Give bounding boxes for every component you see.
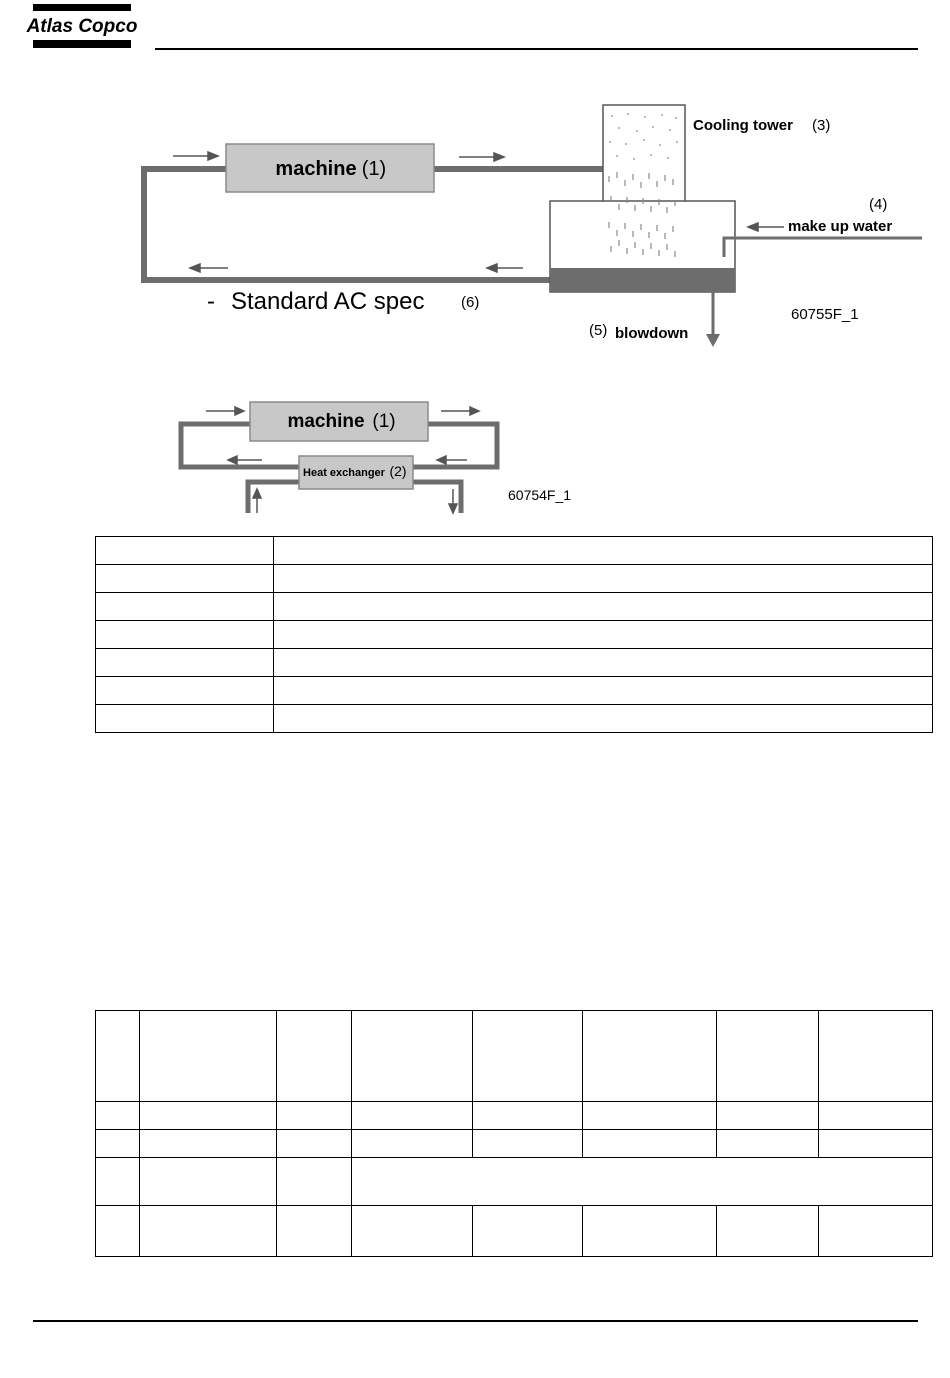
spec-number: (6) [461, 294, 480, 311]
table-cell [717, 1130, 819, 1158]
machine-number-small: (1) [372, 411, 396, 432]
header-cell [96, 1011, 140, 1102]
table-cell [277, 1102, 352, 1130]
header-cell [277, 1011, 352, 1102]
table-cell [473, 1130, 583, 1158]
table-cell [583, 1130, 717, 1158]
footer-rule [33, 1320, 918, 1322]
table-cell [717, 1102, 819, 1130]
makeup-water-pipe [724, 238, 922, 257]
table-merged-cell [352, 1158, 933, 1206]
table-cell [473, 1102, 583, 1130]
table-row [96, 1102, 933, 1130]
machine-label: machine [275, 158, 357, 180]
table-cell [277, 1130, 352, 1158]
cooling-tower-number: (3) [812, 117, 831, 134]
table-cell [352, 1206, 473, 1257]
table-row [96, 705, 933, 733]
table-cell [352, 1102, 473, 1130]
table-cell [352, 1130, 473, 1158]
blowdown-label: blowdown [615, 325, 689, 342]
table-row [96, 1130, 933, 1158]
header-cell [473, 1011, 583, 1102]
table-cell [274, 593, 933, 621]
header-rule [155, 48, 918, 50]
table-row [96, 1158, 933, 1206]
table-cell [140, 1102, 277, 1130]
atlas-copco-logo [26, 4, 138, 48]
blowdown-number: (5) [589, 322, 608, 339]
header-cell [140, 1011, 277, 1102]
makeup-water-number: (4) [869, 196, 888, 213]
header-cell [583, 1011, 717, 1102]
table-cell [274, 649, 933, 677]
table-cell [96, 537, 274, 565]
table-cell [274, 621, 933, 649]
table-cell [96, 565, 274, 593]
cooling-tower [603, 105, 685, 201]
table-cell [140, 1158, 277, 1206]
figure-code-60754: 60754F_1 [508, 487, 572, 503]
closed-circuit-diagram [0, 395, 950, 520]
table-cell [96, 1158, 140, 1206]
table-cell [96, 621, 274, 649]
figure-code-60755: 60755F_1 [791, 306, 859, 323]
table-cell [96, 705, 274, 733]
table-header-row [96, 1011, 933, 1102]
water-quality-table [95, 1010, 933, 1257]
water-spec-table [95, 536, 933, 733]
table-row [96, 537, 933, 565]
table-cell [819, 1130, 933, 1158]
table-cell [717, 1206, 819, 1257]
table-cell [140, 1130, 277, 1158]
table-cell [819, 1102, 933, 1130]
table-cell [96, 593, 274, 621]
header-cell [352, 1011, 473, 1102]
table-cell [473, 1206, 583, 1257]
makeup-water-label: make up water [788, 218, 893, 235]
table-cell [583, 1102, 717, 1130]
cooling-tower-label: Cooling tower [693, 117, 793, 134]
table-cell [96, 649, 274, 677]
table-row [96, 593, 933, 621]
spec-label: Standard AC spec [231, 288, 425, 315]
table-row [96, 621, 933, 649]
table-row [96, 565, 933, 593]
table-cell [819, 1206, 933, 1257]
header-cell [717, 1011, 819, 1102]
brand-wordmark: Atlas Copco [26, 16, 138, 37]
table-row [96, 677, 933, 705]
table-cell [140, 1206, 277, 1257]
open-circuit-diagram [0, 90, 950, 360]
heat-exchanger-number: (2) [389, 463, 407, 479]
table-cell [277, 1206, 352, 1257]
machine-label-small: machine [287, 411, 365, 432]
table-cell [277, 1158, 352, 1206]
table-row [96, 649, 933, 677]
table-cell [96, 677, 274, 705]
table-cell [96, 1102, 140, 1130]
table-cell [274, 565, 933, 593]
table-cell [96, 1206, 140, 1257]
spec-dash: - [207, 288, 215, 315]
table-cell [96, 1130, 140, 1158]
heat-exchanger-label: Heat exchanger [303, 467, 385, 479]
table-cell [274, 705, 933, 733]
header-cell [819, 1011, 933, 1102]
table-row [96, 1206, 933, 1257]
basin-water [550, 268, 735, 292]
machine-number: (1) [361, 158, 387, 180]
table-cell [583, 1206, 717, 1257]
table-cell [274, 677, 933, 705]
table-cell [274, 537, 933, 565]
